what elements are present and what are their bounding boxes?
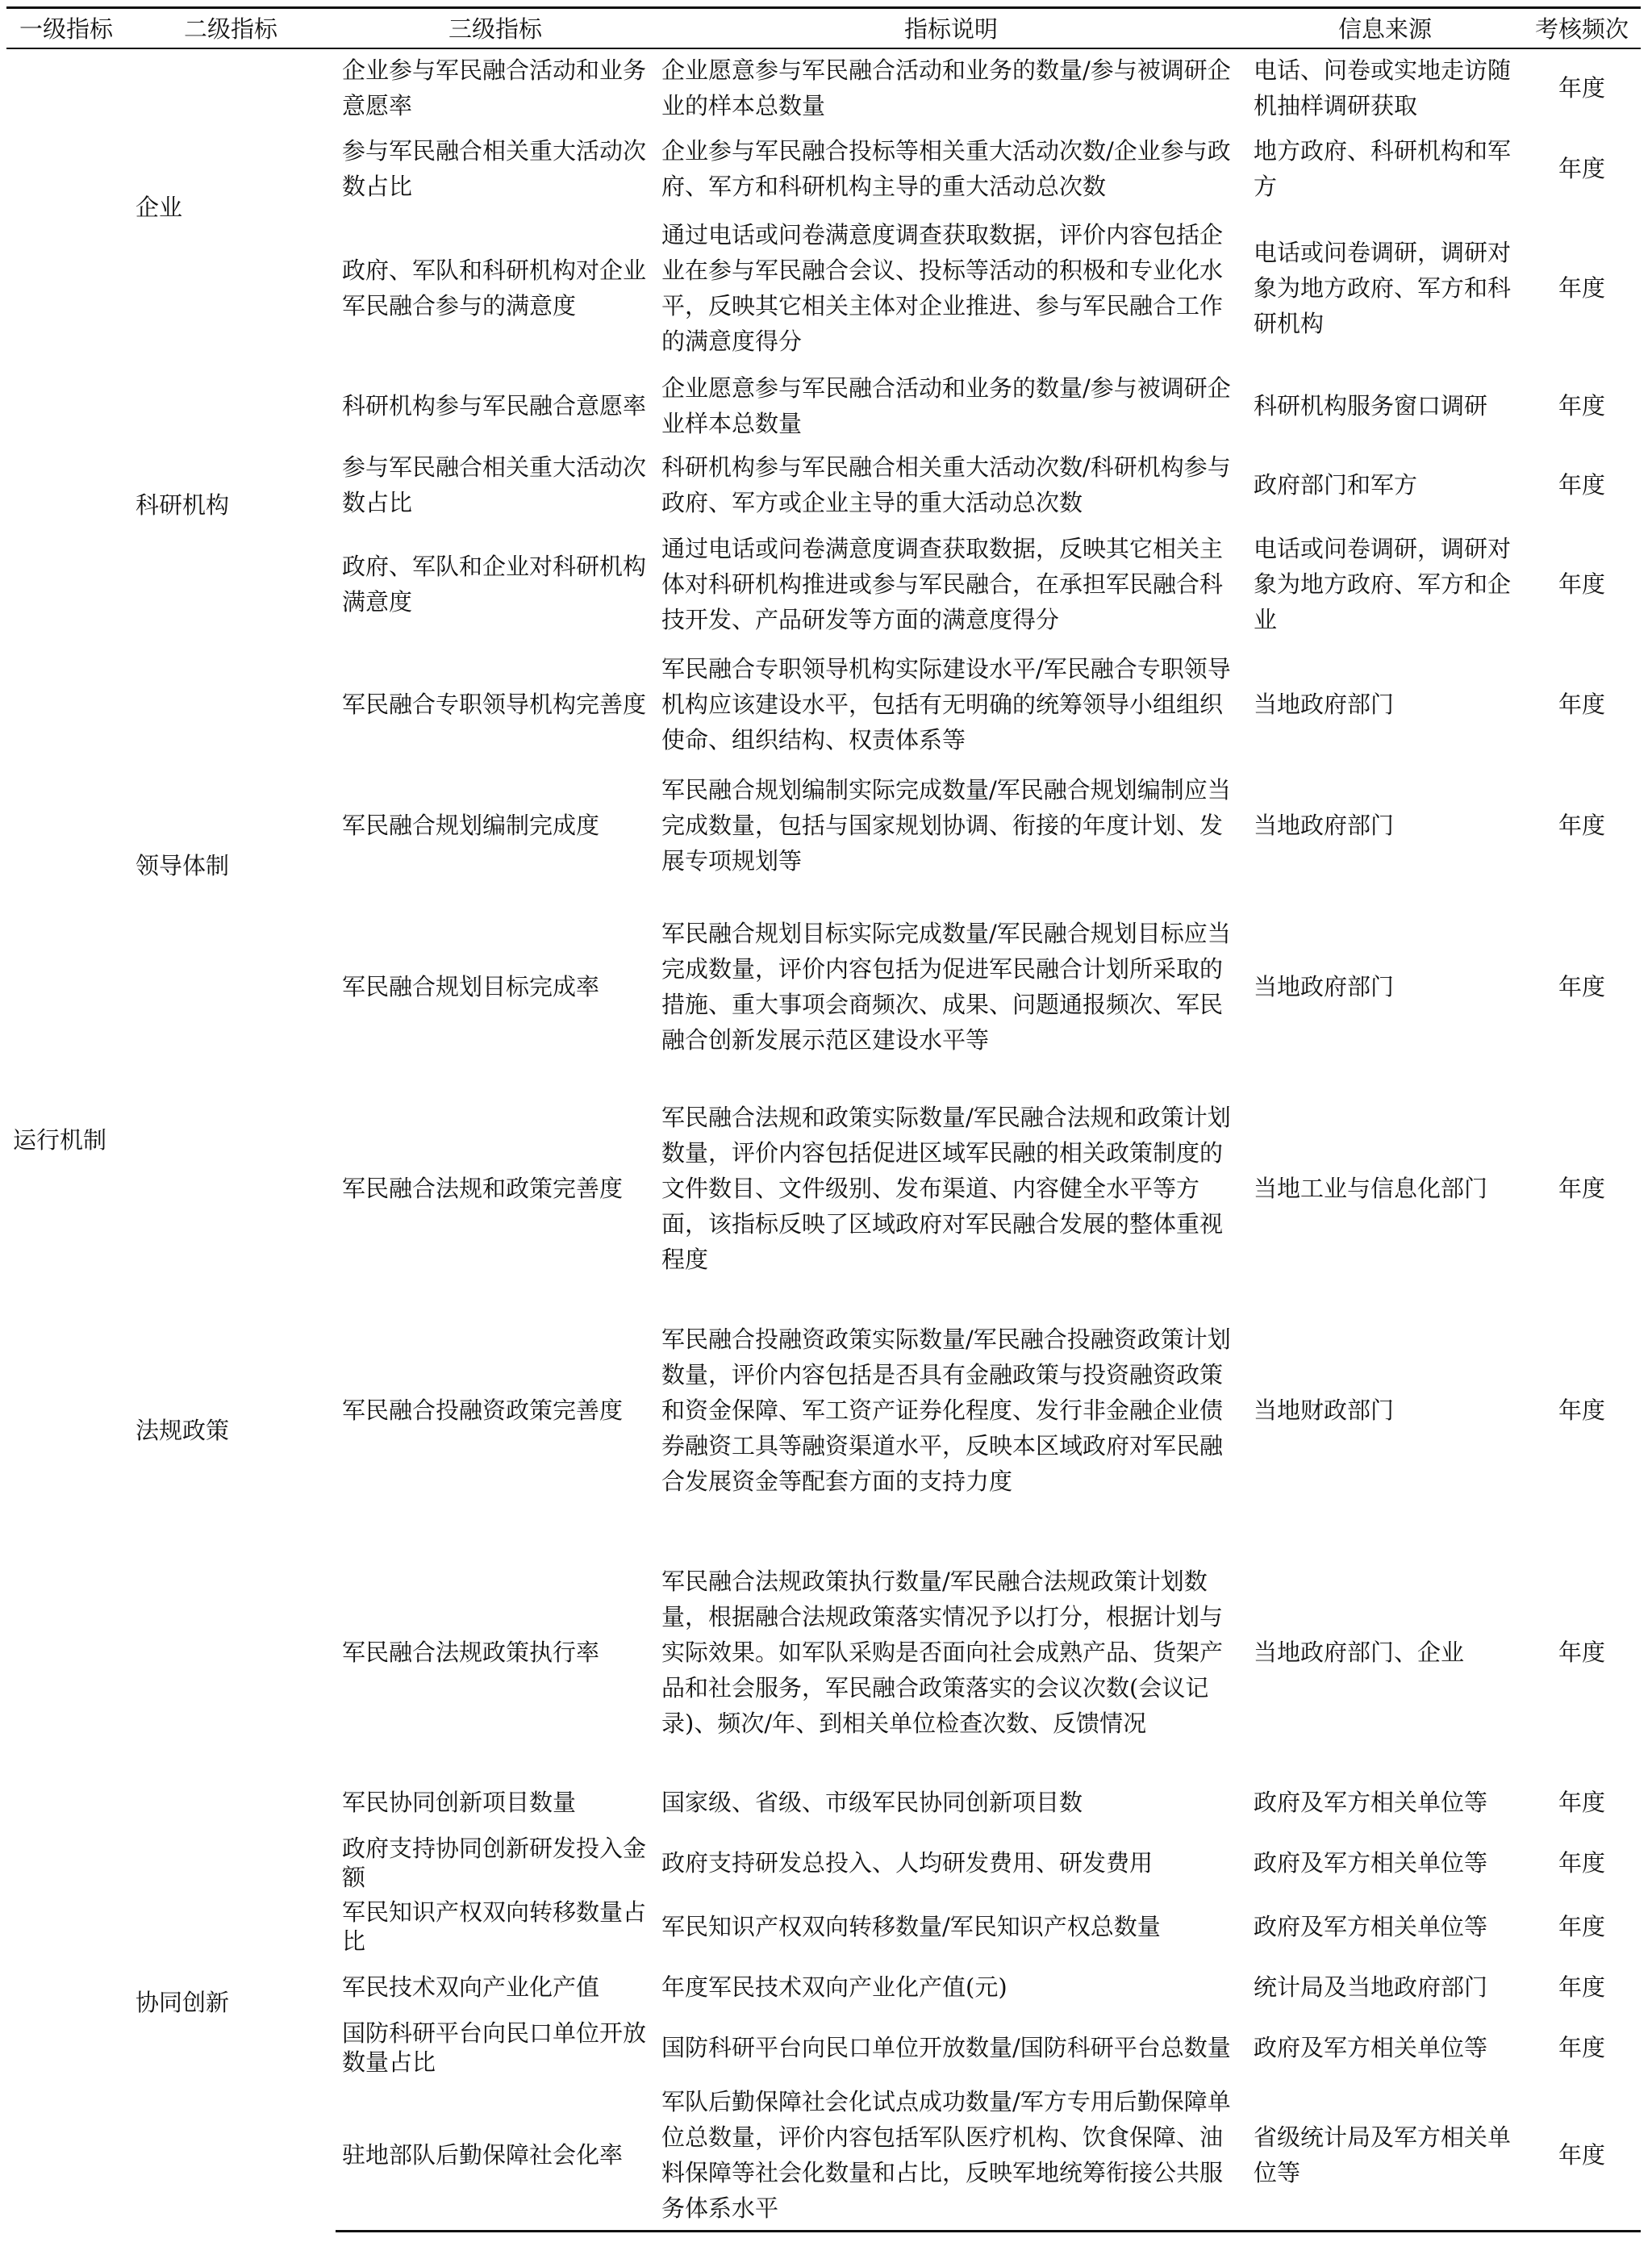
description-cell: 军队后勤保障社会化试点成功数量/军方专用后勤保障单位总数量，评价内容包括军队医疗机构、饮食保障、油料保障等社会化数量和占比，反映军地统筹衔接公共服务体系水平 [655,2080,1247,2232]
source-cell: 当地政府部门 [1254,690,1395,718]
table-row [6,1773,1641,1831]
description-cell: 科研机构参与军民融合相关重大活动次数/科研机构参与政府、军方或企业主导的重大活动总次数 [661,453,1231,516]
frequency-cell: 年度 [1558,972,1605,1000]
header-level2: 二级指标 [126,8,336,48]
frequency-cell: 年度 [1558,1638,1605,1666]
indicator-cell: 企业参与军民融合活动和业务意愿率 [342,56,647,119]
description-cell: 军民融合法规政策执行数量/军民融合法规政策计划数量，根据融合法规政策落实情况予以打分，根据计划与实际效果。如军队采购是否面向社会成熟产品、货架产品和社会服务，军民融合政策落实的会议次数(会议记录)、频次/年、到相关单位检查次数、反馈情况 [661,1567,1224,1737]
indicator-cell: 军民知识产权双向转移数量占比 [342,1898,647,1955]
indicator-cell: 国防科研平台向民口单位开放数量占比 [342,2019,647,2076]
frequency-cell: 年度 [1558,1788,1605,1816]
indicator-cell: 参与军民融合相关重大活动次数占比 [342,136,647,200]
header-frequency: 考核频次 [1523,8,1641,48]
source-cell: 当地财政部门 [1254,1396,1395,1424]
level2-cell: 协同创新 [136,1988,230,2016]
frequency-cell: 年度 [1558,1912,1605,1940]
indicator-cell: 军民协同创新项目数量 [342,1788,577,1816]
header-source: 信息来源 [1247,8,1523,48]
description-cell: 国防科研平台向民口单位开放数量/国防科研平台总数量 [661,2033,1231,2061]
table-row [6,366,1641,445]
source-cell: 当地政府部门 [1254,811,1395,839]
frequency-cell: 年度 [1558,154,1605,182]
level2-cell: 企业 [136,194,183,221]
source-cell: 电话、问卷或实地走访随机抽样调研获取 [1254,56,1512,119]
indicator-cell: 政府支持协同创新研发投入金额 [342,1834,647,1891]
frequency-cell: 年度 [1558,1396,1605,1424]
frequency-cell: 年度 [1558,1174,1605,1202]
level2-cell: 科研机构 [136,491,230,519]
source-cell: 省级统计局及军方相关单位等 [1247,2080,1523,2232]
source-cell: 当地工业与信息化部门 [1254,1174,1488,1202]
description-cell: 通过电话或问卷满意度调查获取数据，评价内容包括企业在参与军民融合会议、投标等活动的积极和专业化水平，反映其它相关主体对企业推进、参与军民融合工作的满意度得分 [661,220,1224,355]
description-cell: 企业愿意参与军民融合活动和业务的数量/参与被调研企业的样本总数量 [661,56,1231,119]
description-cell: 年度军民技术双向产业化产值(元) [661,1973,1007,2001]
description-cell: 军民融合规划编制实际完成数量/军民融合规划编制应当完成数量，包括与国家规划协调、衔接的年度计划、发展专项规划等 [661,775,1231,875]
description-cell: 国家级、省级、市级军民协同创新项目数 [661,1788,1083,1816]
frequency-cell: 年度 [1558,391,1605,420]
source-cell: 当地政府部门、企业 [1254,1638,1465,1666]
frequency-cell: 年度 [1558,470,1605,499]
frequency-cell: 年度 [1558,1848,1605,1877]
indicator-cell: 参与军民融合相关重大活动次数占比 [342,453,647,516]
table-row [6,644,1641,765]
indicator-cell: 军民融合规划目标完成率 [342,972,600,1000]
indicator-cell: 科研机构参与军民融合意愿率 [342,391,647,420]
level2-cell: 领导体制 [136,851,230,879]
frequency-cell: 年度 [1558,1973,1605,2001]
level1-cell: 运行机制 [13,1126,107,1154]
header-level3: 三级指标 [336,8,655,48]
indicator-table-sheet [6,6,1641,2232]
description-cell: 企业参与军民融合投标等相关重大活动次数/企业参与政府、军方和科研机构主导的重大活动总次数 [661,136,1231,200]
description-cell: 企业愿意参与军民融合活动和业务的数量/参与被调研企业样本总数量 [661,374,1231,437]
table-row [6,48,1641,127]
table-header-row [6,8,1641,48]
description-cell: 军民融合规划目标实际完成数量/军民融合规划目标应当完成数量，评价内容包括为促进军民融合计划所采取的措施、重大事项会商频次、成果、问题通报频次、军民融合创新发展示范区建设水平等 [661,919,1231,1054]
source-cell: 科研机构服务窗口调研 [1254,391,1488,420]
level2-cell: 法规政策 [136,1416,230,1444]
frequency-cell: 年度 [1523,2080,1641,2232]
source-cell: 政府及军方相关单位等 [1254,1848,1488,1877]
frequency-cell: 年度 [1558,690,1605,718]
source-cell: 电话或问卷调研，调研对象为地方政府、军方和科研机构 [1254,238,1512,337]
indicator-table [6,6,1641,2232]
frequency-cell: 年度 [1558,570,1605,598]
source-cell: 政府及军方相关单位等 [1254,2033,1488,2061]
indicator-cell: 军民融合规划编制完成度 [342,811,600,839]
indicator-cell: 驻地部队后勤保障社会化率 [336,2080,655,2232]
indicator-cell: 政府、军队和企业对科研机构满意度 [342,552,647,616]
source-cell: 电话或问卷调研，调研对象为地方政府、军方和企业 [1254,534,1512,633]
header-description: 指标说明 [655,8,1247,48]
indicator-cell: 军民技术双向产业化产值 [342,1973,600,2001]
table-row [6,1088,1641,1289]
source-cell: 政府及军方相关单位等 [1254,1788,1488,1816]
description-cell: 军民知识产权双向转移数量/军民知识产权总数量 [661,1912,1161,1940]
indicator-cell: 军民融合法规和政策完善度 [342,1174,624,1202]
frequency-cell: 年度 [1558,274,1605,302]
indicator-cell: 军民融合投融资政策完善度 [342,1396,624,1424]
source-cell: 政府部门和军方 [1254,470,1418,499]
frequency-cell: 年度 [1558,811,1605,839]
source-cell: 当地政府部门 [1254,972,1395,1000]
frequency-cell: 年度 [1558,2033,1605,2061]
source-cell: 政府及军方相关单位等 [1254,1912,1488,1940]
description-cell: 通过电话或问卷满意度调查获取数据，反映其它相关主体对科研机构推进或参与军民融合，在承担军民融合科技开发、产品研发等方面的满意度得分 [661,534,1224,633]
source-cell: 统计局及当地政府部门 [1254,1973,1488,2001]
description-cell: 军民融合专职领导机构实际建设水平/军民融合专职领导机构应该建设水平，包括有无明确的统筹领导小组组织使命、组织结构、权责体系等 [661,654,1231,754]
source-cell: 地方政府、科研机构和军方 [1254,136,1512,200]
description-cell: 军民融合法规和政策实际数量/军民融合法规和政策计划数量，评价内容包括促进区域军民融的相关政策制度的文件数目、文件级别、发布渠道、内容健全水平等方面，该指标反映了区域政府对军民融合发展的整体重视程度 [661,1103,1231,1273]
description-cell: 政府支持研发总投入、人均研发费用、研发费用 [661,1848,1153,1877]
indicator-cell: 军民融合专职领导机构完善度 [342,690,647,718]
description-cell: 军民融合投融资政策实际数量/军民融合投融资政策计划数量，评价内容包括是否具有金融政策与投资融资政策和资金保障、军工资产证券化程度、发行非金融企业债券融资工具等融资渠道水平，反映本区域政府对军民融合发展资金等配套方面的支持力度 [661,1325,1231,1495]
indicator-cell: 政府、军队和科研机构对企业军民融合参与的满意度 [342,256,647,319]
header-level1: 一级指标 [6,8,126,48]
indicator-cell: 军民融合法规政策执行率 [342,1638,600,1666]
frequency-cell: 年度 [1558,74,1605,102]
